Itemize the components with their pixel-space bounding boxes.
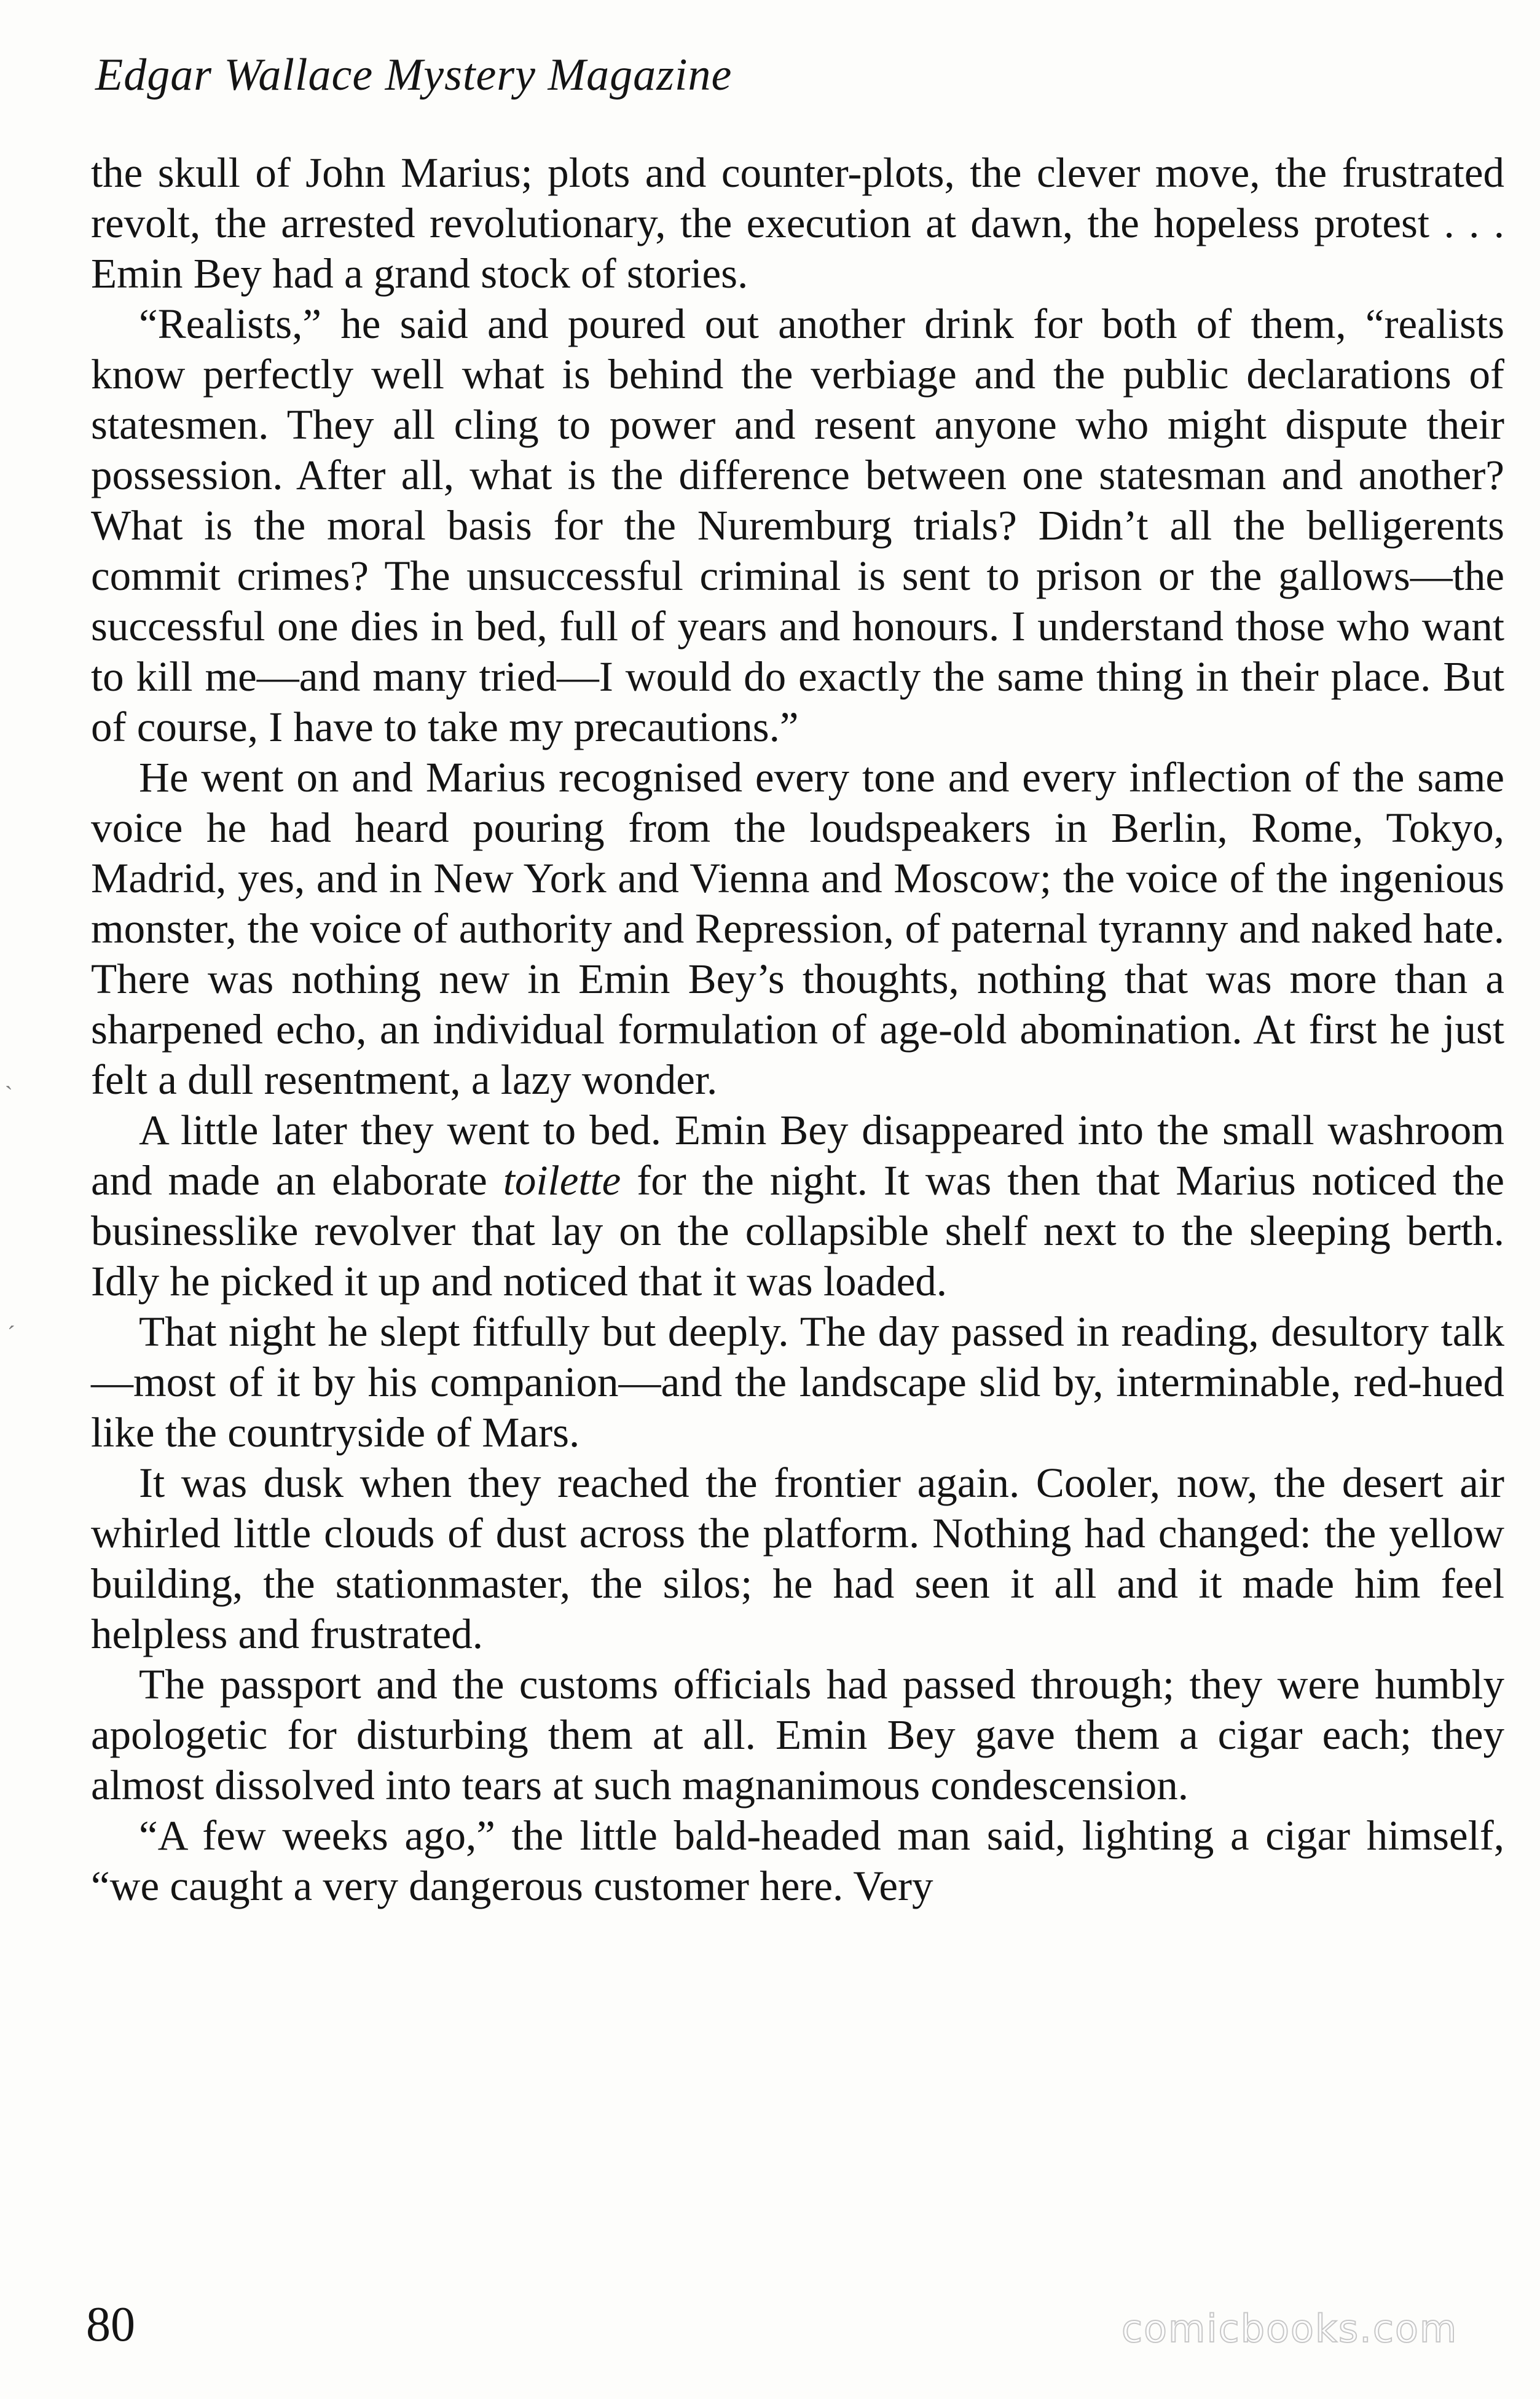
paragraph-frontier: It was dusk when they reached the frontier again. Cooler, now, the desert air whirled little clouds of dust across the platform. Nothing had changed: the yellow building, the stationmaster, the silos; he had seen it all and it made him feel helpless and frustrated. (91, 1459, 1504, 1657)
paragraph-bed-start: A little later they went to bed. Emin Bey disappeared into the small washroom and made an elaborate (91, 1107, 1504, 1204)
paragraph-realists: “Realists,” he said and poured out another drink for both of them, “realists know perfectly well what is behind the verbiage and the public declarations of statesmen. They all cling to power and resent anyone who might dispute their possession. After all, what is the difference between one statesman and another? What is the moral basis for the Nuremburg trials? Didn’t all the belligerents commit crimes? The unsuccessful criminal is sent to prison or the gallows—the successful one dies in bed, full of years and honours. I understand those who want to kill me—and many tried—I would do exactly the same thing in their place. But of course, I have to take my precautions.” (91, 300, 1504, 750)
paragraph-night: That night he slept fitfully but deeply. The day passed in reading, desultory talk—most of it by his companion—and the landscape slid by, interminable, red-hued like the countryside of Mars. (91, 1308, 1504, 1456)
emphasis-toilette: toilette (503, 1157, 621, 1204)
page-number: 80 (86, 2298, 135, 2352)
paragraph-bed-end: for the night. It was then that Marius noticed the businesslike revolver that lay on the collapsible shelf next to the sleeping berth. Idly he picked it up and noticed that it was loaded. (91, 1157, 1504, 1305)
scan-speck: ˋ (5, 1082, 13, 1108)
paragraph-few-weeks: “A few weeks ago,” the little bald-headed man said, lighting a cigar himself, “we caught a very dangerous customer here. Very (91, 1812, 1504, 1909)
paragraph-bed (91, 1105, 1504, 1306)
paragraph-voice: He went on and Marius recognised every tone and every inflection of the same voice he had heard pouring from the loudspeakers in Berlin, Rome, Tokyo, Madrid, yes, and in New York and Vienna and Moscow; the voice of the ingenious monster, the voice of authority and Repression, of paternal tyranny and naked hate. There was nothing new in Emin Bey’s thoughts, nothing that was more than a sharpened echo, an individual formulation of age-old abomination. At first he just felt a dull resentment, a lazy wonder. (91, 754, 1504, 1103)
watermark: comicbooks.com (1122, 2306, 1458, 2351)
running-header: Edgar Wallace Mystery Magazine (95, 50, 733, 100)
article-body (91, 147, 1504, 1911)
paragraph-officials: The passport and the customs officials had passed through; they were humbly apologetic for disturbing them at all. Emin Bey gave them a cigar each; they almost dissolved into tears at such magnanimous condescension. (91, 1661, 1504, 1808)
paragraph-continued: the skull of John Marius; plots and counter-plots, the clever move, the frustrated revolt, the arrested revolutionary, the execution at dawn, the hopeless protest . . . Emin Bey had a grand stock of stories. (91, 149, 1504, 297)
scan-speck: ˊ (7, 1322, 15, 1348)
